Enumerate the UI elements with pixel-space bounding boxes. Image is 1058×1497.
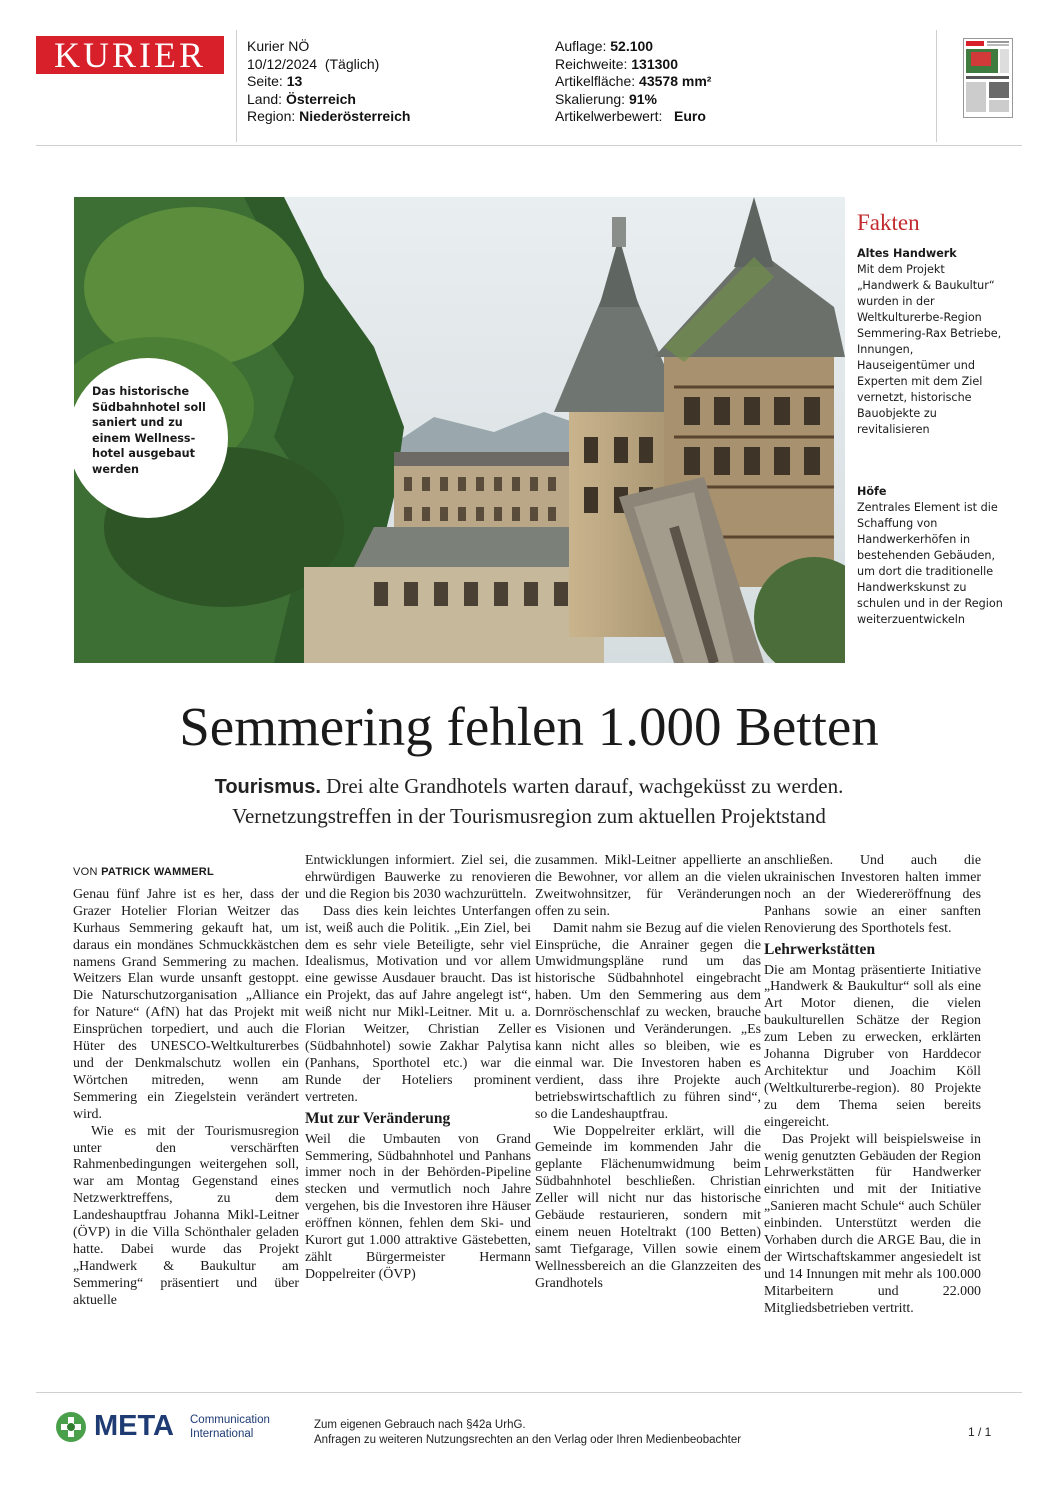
subheadline-1: Tourismus. Drei alte Grandhotels warten darauf, wachgeküsst zu werden. <box>214 774 844 798</box>
page-info: Seite: 13 <box>247 73 303 89</box>
paragraph: Die am Montag präsentierte Initiative „Handwerk & Baukultur“ soll als eine Art Motor dienen, die vielen baukulturellen Schätze der Region zum Leben zu erwecken, erklärten Johanna Digruber von Harddecor Architektur und Joachim Köll (Weltkulturerbe-region). 80 Projekte zu dem Thema seien bereits eingereicht. <box>764 962 981 1130</box>
skalierung-info: Skalierung: 91% <box>555 90 657 107</box>
paragraph: Genau fünf Jahre ist es her, dass der Grazer Hotelier Florian Weitzer das Kurhaus Semmering gekauft hat, um daraus ein mondänes Schmuckkästchen namens Grand Semmering zu machen. Weitzers Elan wurde unsanft gestoppt. Die Naturschutzorganisation „Alliance for Nature“ (AfN) hat das Projekt mit Einsprüchen torpediert, und auch die Hüter des UNESCO-Weltkulturerbes und der Denkmalschutz wollen ein Wörtchen mitreden, wenn am Semmering ein Ziegelstein verändert wird. <box>73 886 299 1122</box>
publication-name: Kurier NÖ <box>247 38 310 54</box>
facts-item-heading: Höfe <box>857 485 887 498</box>
article-column-2 <box>305 853 531 1284</box>
photo-caption: Das historische Südbahnhotel soll saniert und zu einem Wellness-hotel ausgebaut werden <box>92 385 206 476</box>
country-info: Land: Österreich <box>247 90 356 107</box>
header-meta-right <box>555 38 711 126</box>
paragraph: Dass dies kein leichtes Unterfangen ist, weiß auch die Politik. „Ein Ziel, bei dem es sehr viele Beteiligte, sehr viel Idealismus, Motivation und vor allem eine gewisse Ausdauer braucht. Das ist ein Projekt, das auf Jahre angelegt ist“, weiß nicht nur Mikl-Leitner. Mit u. a. Florian Weitzer, Christian Zeller (Südbahnhotel) sowie Zakhar Palytisa (Panhans, Sporthotel etc.) war die Runde der Hoteliers prominent vertreten. <box>305 903 531 1105</box>
paragraph: Wie Doppelreiter erklärt, will die Gemeinde im kommenden Jahr die geplante Flächenumwidmung beim Südbahnhotel beschließen. Christian Zeller will nicht nur das historische Gebäude restaurieren, sondern mit einem neuen Hoteltrakt (100 Betten) samt Tiefgarage, Villen sowie einem Wellnessbereich an die Glanzzeiten des Grandhotels <box>535 1123 761 1291</box>
facts-item-heading: Altes Handwerk <box>857 247 957 260</box>
kurier-logo: KURIER <box>36 36 224 74</box>
page-number: 1 / 1 <box>968 1425 992 1439</box>
paragraph: Wie es mit der Tourismusregion unter den verschärften Rahmenbedingungen weitergehen soll, war am Montag Gegenstand eines Netzwerktreffens, zu dem Landeshauptfrau Johanna Mikl-Leitner (ÖVP) in die Villa Schönthaler geladen hatte. Dabei wurde das Projekt „Handwerk & Baukultur am Semmering“ präsentiert und über aktuelle <box>73 1123 299 1308</box>
paragraph: Damit nahm sie Bezug auf die vielen Einsprüche, die Anrainer gegen die Umwidmungspläne rund um das historische Südbahnhotel eingebracht haben. Um den Semmering aus dem Dornröschenschlaf zu wecken, brauche es Visionen und Veränderungen. „Es kann nicht alles so bleiben, wie es einmal war. Die Investoren haben es verdient, dass ihre Projekte auch betriebswirtschaftlich zu führen sind“, so die Landeshauptfrau. <box>535 920 761 1122</box>
page-thumbnail[interactable] <box>963 38 1013 118</box>
paragraph: anschließen. Und auch die ukrainischen Investoren halten immer noch an der Wiedereröffnung des Panhans sowie an einer sanften Renovierung des Sporthotels fest. <box>764 853 981 936</box>
byline: VON PATRICK WAMMERL <box>73 866 214 878</box>
article-column-4 <box>764 853 981 1318</box>
paragraph: Entwicklungen informiert. Ziel sei, die ehrwürdigen Bauwerke zu renovieren und die Region bis 2030 wachzurütteln. <box>305 853 531 902</box>
section-heading: Mut zur Veränderung <box>305 1109 451 1127</box>
header-divider-right <box>936 30 937 142</box>
meta-logo-icon <box>54 1410 88 1444</box>
header-divider <box>236 30 237 142</box>
kicker: Tourismus. <box>214 776 321 798</box>
section-heading: Lehrwerkstätten <box>764 940 876 958</box>
headline: Semmering fehlen 1.000 Betten <box>179 696 879 757</box>
article-column-1 <box>73 864 299 1310</box>
auflage-info: Auflage: 52.100 <box>555 38 654 54</box>
paragraph: Das Projekt will beispielsweise in wenig genutzten Gebäuden der Region Lehrwerkstätten für Handwerker einrichten und mit der Initiative „Sanieren macht Schule“ auch Schüler einbinden. Unterstützt werden die Vorhaben durch die ARGE Bau, die in der Wirtschaftskammer angesiedelt ist und 14 Innungen mit mehr als 100.000 Mitarbeitern und 22.000 Mitgliedsbetrieben vertritt. <box>764 1131 981 1316</box>
publication-date: 10/12/2024 (Täglich) <box>247 55 380 72</box>
subheadline-2: Vernetzungstreffen in der Tourismusregion zum aktuellen Projektstand <box>232 804 826 828</box>
footer-notice: Zum eigenen Gebrauch nach §42a UrhG. Anfragen zu weiteren Nutzungsrechten an den Verlag oder Ihren Medienbeobachter <box>314 1419 742 1446</box>
facts-item-text: Zentrales Element ist die Schaffung von Handwerkerhöfen in bestehenden Gebäuden, um dort die traditionelle Handwerkskunst zu schulen und in der Region weiterzuentwickeln <box>857 501 1003 626</box>
meta-brand-sub: Communication International <box>190 1414 270 1440</box>
article-column-3 <box>535 853 761 1293</box>
header-rule <box>36 145 1022 146</box>
werbewert-info: Artikelwerbewert: Euro <box>555 108 706 124</box>
paragraph: Weil die Umbauten von Grand Semmering, Südbahnhotel und Panhans immer noch in der Behörden-Pipeline stecken und vermutlich noch Jahre vergehen, bis die Investoren ihre Häuser eröffnen können, fehlen dem Ski- und Kurort gut 1.000 attraktive Gästebetten, zählt Bürgermeister Hermann Doppelreiter (ÖVP) <box>305 1131 531 1282</box>
footer-rule <box>36 1392 1022 1393</box>
reichweite-info: Reichweite: 131300 <box>555 55 678 72</box>
facts-item-2 <box>857 484 1007 628</box>
header-meta-left <box>247 38 410 126</box>
facts-item-text: Mit dem Projekt „Handwerk & Baukultur“ wurden in der Weltkulturerbe-Region Semmering-Rax Betriebe, Innungen, Hauseigentümer und Experten mit dem Ziel vernetzt, historische Bauobjekte zu revitalisieren <box>857 263 1002 436</box>
flaeche-info: Artikelfläche: 43578 mm² <box>555 73 712 89</box>
paragraph: zusammen. Mikl-Leitner appellierte an die Bewohner, vor allem an die vielen Zweitwohnsitzer, für Veränderungen offen zu sein. <box>535 853 761 919</box>
facts-title: Fakten <box>857 210 920 235</box>
region-info: Region: Niederösterreich <box>247 108 411 124</box>
meta-brand: META <box>94 1410 175 1442</box>
facts-item-1 <box>857 246 1007 438</box>
